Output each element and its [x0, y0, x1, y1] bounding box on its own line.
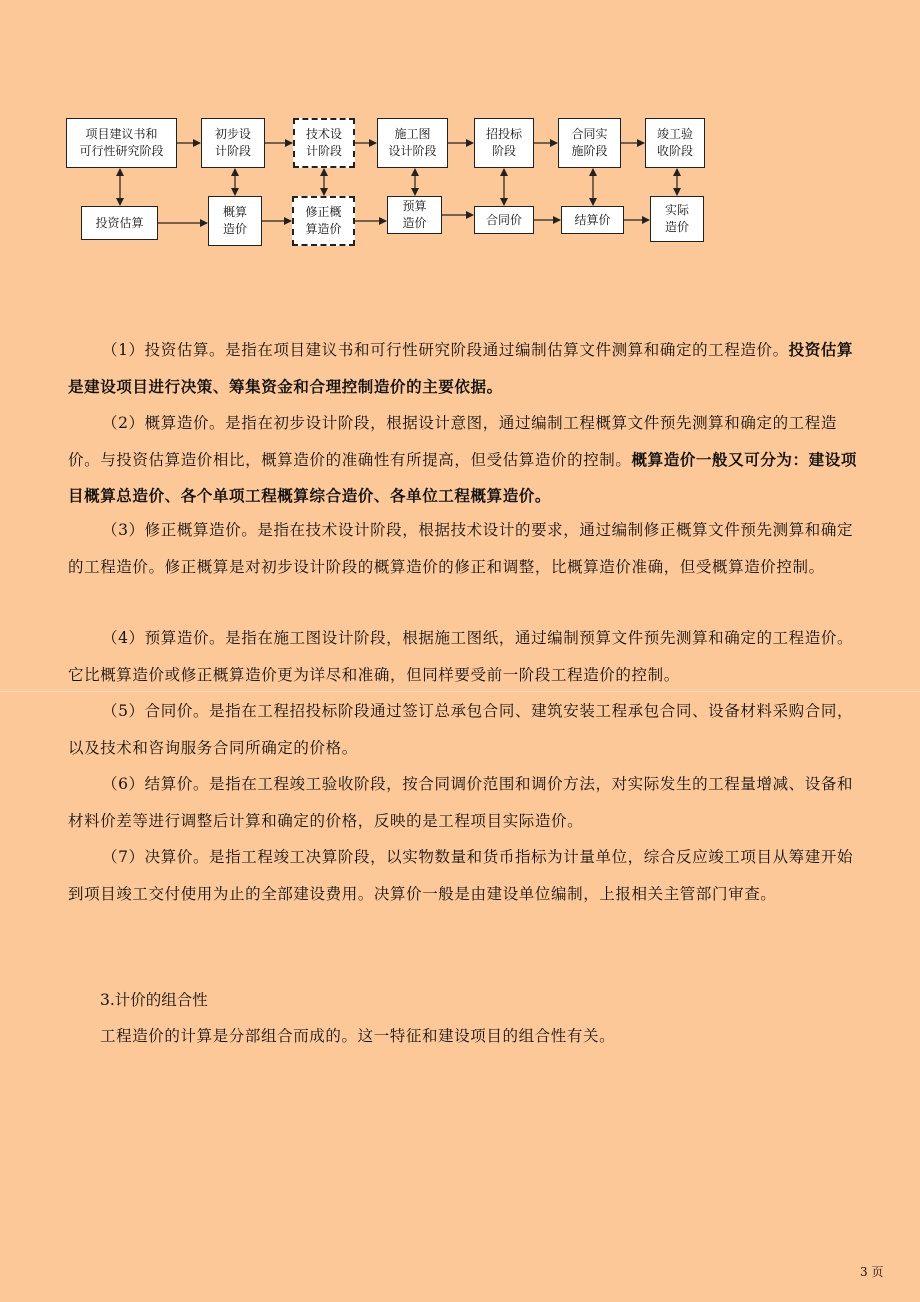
- stage-box: 初步设 计阶段: [201, 118, 265, 168]
- stage-box: 项目建议书和 可行性研究阶段: [66, 118, 177, 168]
- paragraph-5: （5）合同价。是指在工程招投标阶段通过签订总承包合同、建筑安装工程承包合同、设备材料采购合同，以及技术和咨询服务合同所确定的价格。: [68, 702, 854, 757]
- price-box: 结算价: [561, 206, 624, 234]
- stage-box: 施工图 设计阶段: [377, 118, 448, 168]
- page-number: 3 页: [860, 1265, 884, 1279]
- price-box: 预算 造价: [387, 196, 442, 234]
- paragraph-2: （2）概算造价。是指在初步设计阶段，根据设计意图，通过编制工程概算文件预先测算和确定的工程造价。与投资估算造价相比，概算造价的准确性有所提高，但受估算造价的控制。概算造价一般又可分为：建设项目概算总造价、各个单项工程概算综合造价、各单位工程概算造价。: [68, 414, 857, 505]
- section-heading: 3.计价的组合性: [100, 991, 208, 1009]
- paragraph-6: （6）结算价。是指在工程竣工验收阶段，按合同调价范围和调价方法，对实际发生的工程量增减、设备和材料价差等进行调整后计算和确定的价格，反映的是工程项目实际造价。: [68, 775, 854, 830]
- price-box: 概算 造价: [208, 196, 262, 246]
- paragraph-7: （7）决算价。是指工程竣工决算阶段，以实物数量和货币指标为计量单位，综合反应竣工项目从筹建开始到项目竣工交付使用为止的全部建设费用。决算价一般是由建设单位编制，上报相关主管部门审查。: [68, 848, 854, 903]
- paragraph-1: （1）投资估算。是指在项目建议书和可行性研究阶段通过编制估算文件测算和确定的工程造价。投资估算是建设项目进行决策、筹集资金和合理控制造价的主要依据。: [68, 340, 854, 396]
- section-text: 工程造价的计算是分部组合而成的。这一特征和建设项目的组合性有关。: [100, 1027, 616, 1045]
- paragraph-3: （3）修正概算造价。是指在技术设计阶段，根据技术设计的要求，通过编制修正概算文件预先测算和确定的工程造价。修正概算是对初步设计阶段的概算造价的修正和调整，比概算造价准确，但受概算造价控制。: [68, 521, 854, 576]
- price-box: 修正概 算造价: [292, 196, 355, 246]
- stage-box: 竣工验 收阶段: [645, 118, 705, 168]
- stage-box: 合同实 施阶段: [558, 118, 621, 168]
- price-box: 实际 造价: [650, 196, 704, 242]
- stage-box: 招投标 阶段: [474, 118, 534, 168]
- price-box: 投资估算: [81, 206, 158, 240]
- paragraph-4: （4）预算造价。是指在施工图设计阶段，根据施工图纸，通过编制预算文件预先测算和确定的工程造价。它比概算造价或修正概算造价更为详尽和准确，但同样要受前一阶段工程造价的控制。: [68, 629, 854, 684]
- price-box: 合同价: [474, 206, 534, 234]
- stage-box: 技术设 计阶段: [293, 118, 355, 168]
